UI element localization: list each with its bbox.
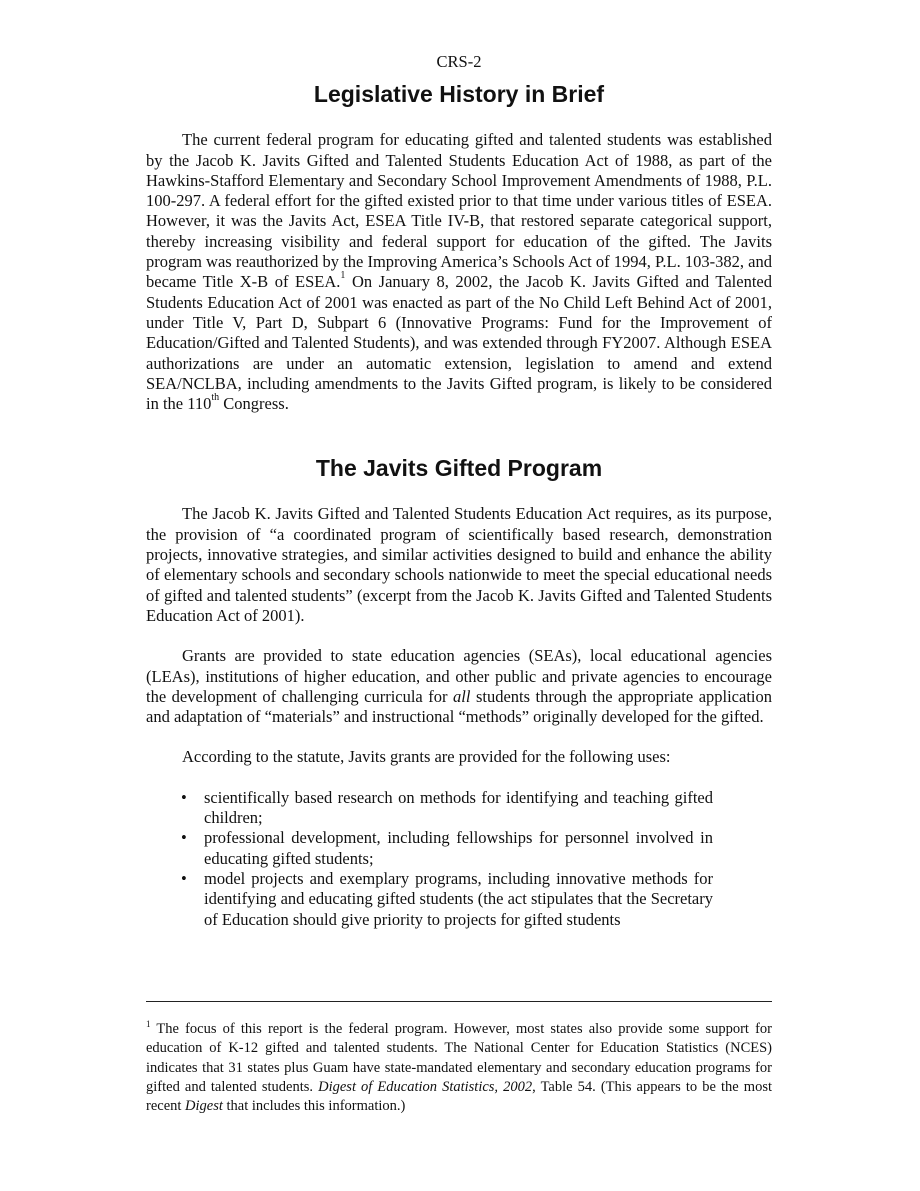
footnote-text-continued: , Table 54. (This appears to be the most recent [146,1078,772,1115]
footnote-reference[interactable]: 1 [340,270,346,282]
footnote-citation-title: Digest of Education Statistics, 2002 [318,1078,533,1095]
paragraph-text-continued: On January 8, 2002, the Jacob K. Javits Gifted and Talented Students Education Act of 2001 was enacted as part of the No Child Left Behind Act of 2001, under Title V, Part D, Subpart 6 (Innovative Programs: Fund for the Improvement of Education/Gifted and Talented Students), and was extended through FY2007. Although ESEA authorizations are under an automatic extension, legislation to amend and extend SEA/NCLBA, including amendments to the Javits Gifted program, is likely to be considered in the 110 [146,272,772,414]
grant-uses-list [146,788,713,930]
paragraph-text: Grants are provided to state education agencies (SEAs), local educational agencies (LEAs), institutions of higher education, and other public and private agencies to encourage the development of challenging curricula for [146,646,772,706]
bullet-icon: • [181,868,187,888]
bullet-icon: • [181,828,187,848]
footnote-digest-title: Digest [185,1098,223,1115]
footnote-text: The focus of this report is the federal program. However, most states also provide some support for education of K-12 gifted and talented students. The National Center for Education Statistics (NCES) indicates that 31 states plus Guam have state-mandated elementary and secondary education programs for gifted and talented students. [146,1021,772,1095]
section-heading-javits-program: The Javits Gifted Program [315,455,603,482]
ordinal-suffix: th [211,392,220,404]
javits-purpose-paragraph: The Jacob K. Javits Gifted and Talented Students Education Act requires, as its purpose, the provision of “a coordinated program of scientifically based research, demonstration projects, innovative strategies, and similar activities designed to build and enhance the ability of elementary schools and secondary schools nationwide to meet the special educational needs of gifted and talented students” (excerpt from the Jacob K. Javits Gifted and Talented Students Education Act of 2001). [146,504,772,625]
document-page [146,52,772,930]
paragraph-text: The current federal program for educating gifted and talented students was established by the Jacob K. Javits Gifted and Talented Students Education Act of 1988, as part of the Hawkins-Stafford Elementary and Secondary School Improvement Amendments of 1988, P.L. 100-297. A federal effort for the gifted existed prior to that time under various titles of ESEA. However, it was the Javits Act, ESEA Title IV-B, that restored separate categorical support, thereby increasing visibility and federal support for education of the gifted. The Javits program was reauthorized by the Improving America’s Schools Act of 1994, P.L. 103-382, and became Title X-B of ESEA. [146,130,772,292]
section-heading-legislative-history: Legislative History in Brief [313,81,605,108]
list-item-text: professional development, including fellowships for personnel involved in educating gifted students; [204,828,713,868]
list-item [146,828,713,869]
emphasis-all: all [453,686,471,706]
legislative-history-paragraph [146,130,772,414]
bullet-icon: • [181,787,187,807]
footnote-text-end: that includes this information.) [222,1098,406,1115]
list-item-text: scientifically based research on methods for identifying and teaching gifted children; [204,787,713,828]
list-item [146,869,713,930]
grants-paragraph [146,646,772,727]
footnote-marker: 1 [146,1019,151,1029]
paragraph-text-continued: students through the appropriate application and adaptation of “materials” and instructional “methods” originally developed for the gifted. [146,686,773,727]
paragraph-text-end: Congress. [219,394,289,414]
footnote [146,1020,772,1116]
list-item-text: model projects and exemplary programs, including innovative methods for identifying and educating gifted students (the act stipulates that the Secretary of Education should give priority to projects for gifted students [204,868,713,929]
page-number: CRS-2 [436,52,482,71]
footnote-divider [146,1001,772,1002]
uses-intro-paragraph: According to the statute, Javits grants are provided for the following uses: [182,747,671,767]
list-item [146,788,713,829]
